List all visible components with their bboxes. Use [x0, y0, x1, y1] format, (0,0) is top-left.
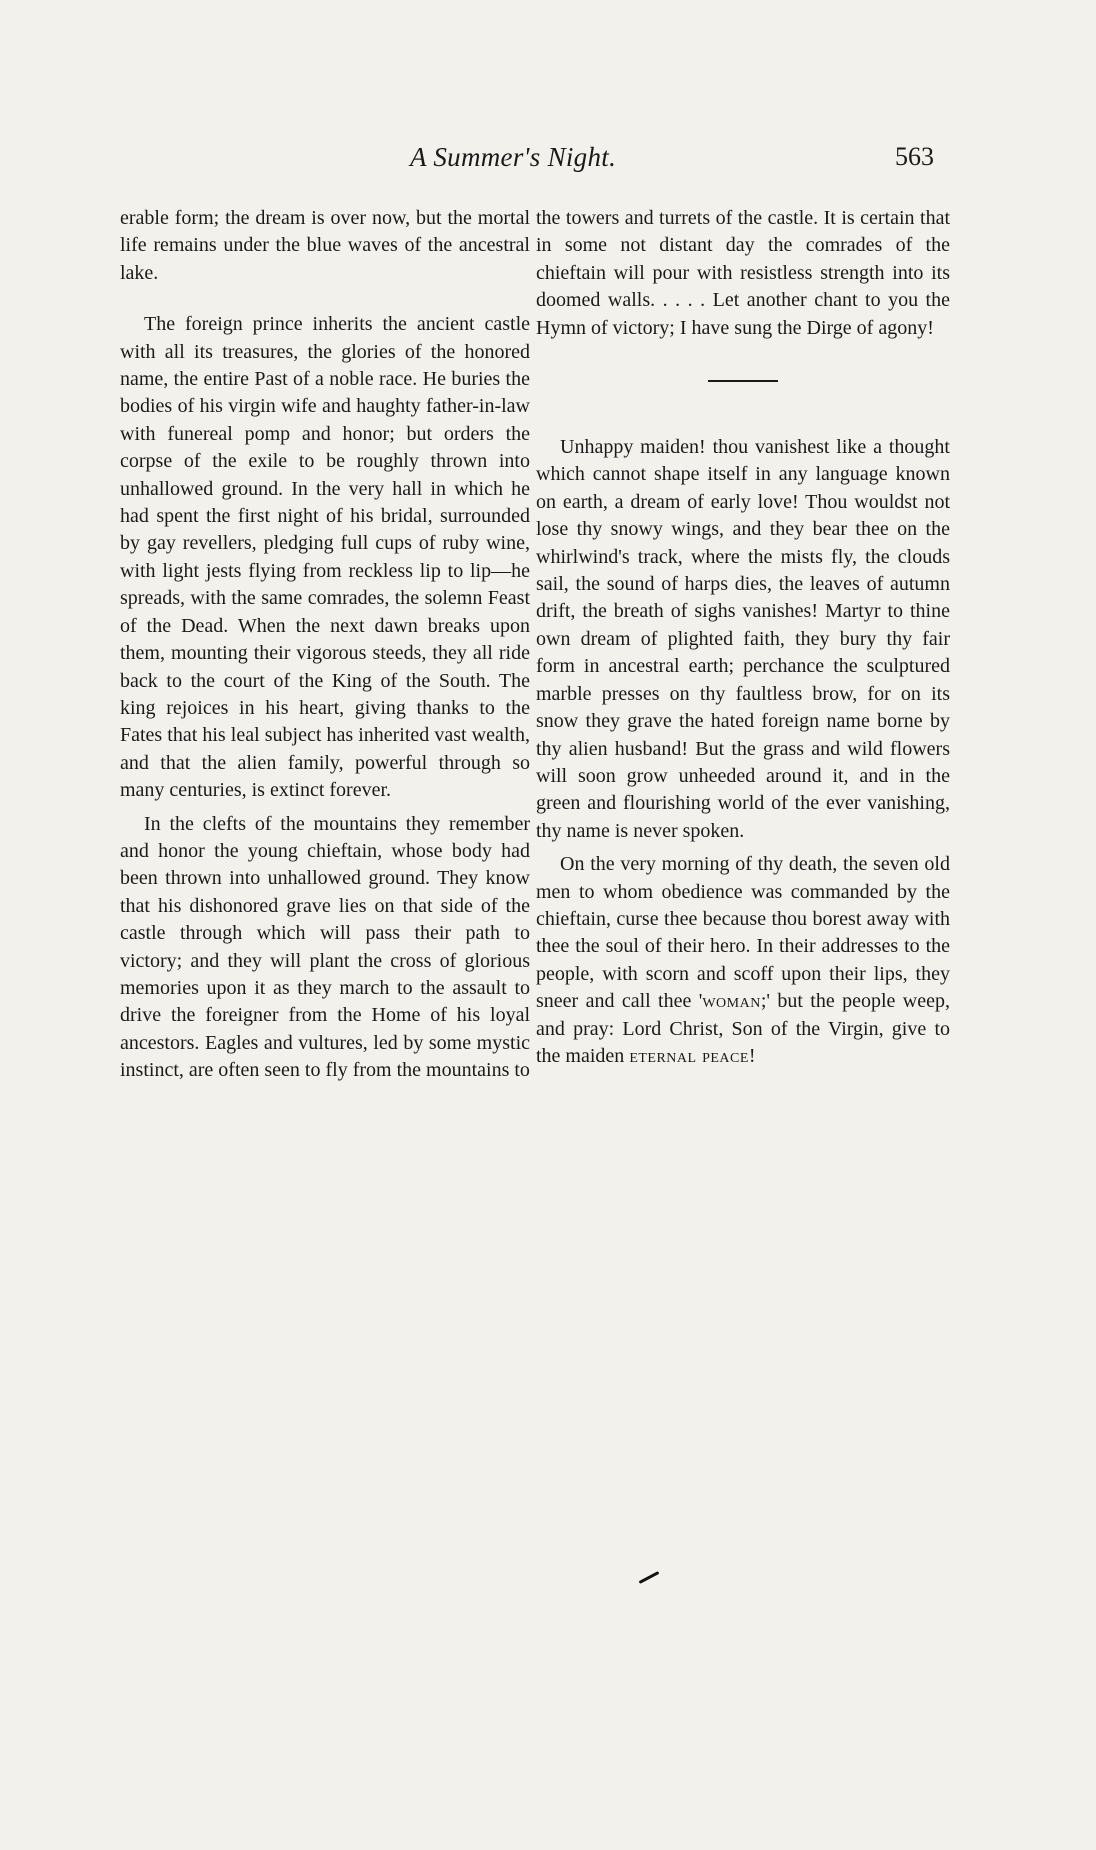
paragraph-morning-of-death — [536, 851, 950, 1070]
right-column — [536, 205, 950, 1070]
smallcaps-eternal-peace: eternal peace — [629, 1044, 749, 1067]
left-column — [120, 205, 530, 1085]
paragraph-mountains: In the clefts of the mountains they remember and honor the young chieftain, whose body had been thrown into unhallowed ground. They know that his dishonored grave lies on that side of the castle through which will pass their path to victory; and they will plant the cross of glorious memories upon it as they march to the assault to drive the foreigner from the Home of his loyal ancestors. Eagles and vultures, led by some mystic instinct, are often seen to fly from the mountains to — [120, 812, 530, 1082]
paragraph-castle-towers: the towers and turrets of the castle. It is certain that in some not distant day the comrades of the chieftain will pour with resistless strength into its doomed walls. . . . . Let another chant to you the Hymn of victory; I have sung the Dirge of agony! — [536, 207, 950, 339]
running-head — [0, 142, 1096, 182]
page-number: 563 — [895, 142, 934, 171]
paragraph-continuation: erable form; the dream is over now, but the mortal life remains under the blue waves of the ancestral lake. — [120, 207, 530, 284]
running-title: A Summer's Night. — [410, 142, 617, 172]
paragraph-foreign-prince: The foreign prince inherits the ancient castle with all its treasures, the glories of the honored name, the entire Past of a noble race. He buries the bodies of his virgin wife and haughty father-in-law with funereal pomp and honor; but orders the corpse of the exile to be roughly thrown into unhallowed ground. In the very hall in which he had spent the first night of his bridal, surrounded by gay revellers, pledging full cups of ruby wine, with light jests flying from reckless lip to lip—he spreads, with the same comrades, the solemn Feast of the Dead. When the next dawn breaks upon them, mounting their vigorous steeds, they all ride back to the court of the King of the South. The king rejoices in his heart, giving thanks to the Fates that his leal subject has inherited vast wealth, and that the alien family, powerful through so many centuries, is extinct forever. — [120, 313, 530, 802]
paragraph-text-2: ;' but the people weep, and pray: Lord Christ, Son of the Virgin, give to the maiden — [536, 990, 950, 1067]
ink-speck — [639, 1571, 660, 1584]
smallcaps-woman: woman — [702, 990, 761, 1013]
section-divider — [708, 380, 778, 382]
paragraph-end: ! — [748, 1044, 756, 1067]
paragraph-text: On the very morning of thy death, the seven old men to whom obedience was commanded by the chieftain, curse thee because thou borest away with thee the soul of their hero. In their addresses to the people, with scorn and scoff upon their lips, they sneer and call thee ' — [536, 853, 950, 1013]
paragraph-unhappy-maiden: Unhappy maiden! thou vanishest like a thought which cannot shape itself in any language known on earth, a dream of early love! Thou wouldst not lose thy snowy wings, and they bear thee on the whirlwind's track, where the mists fly, the clouds sail, the sound of harps dies, the leaves of autumn drift, the breath of sighs vanishes! Martyr to thine own dream of plighted faith, they bury thy fair form in ancestral earth; perchance the sculptured marble presses on thy faultless brow, for on its snow they grave the hated foreign name borne by thy alien husband! But the grass and wild flowers will soon grow unheeded around it, and in the green and flourishing world of the ever vanishing, thy name is never spoken. — [536, 436, 950, 842]
